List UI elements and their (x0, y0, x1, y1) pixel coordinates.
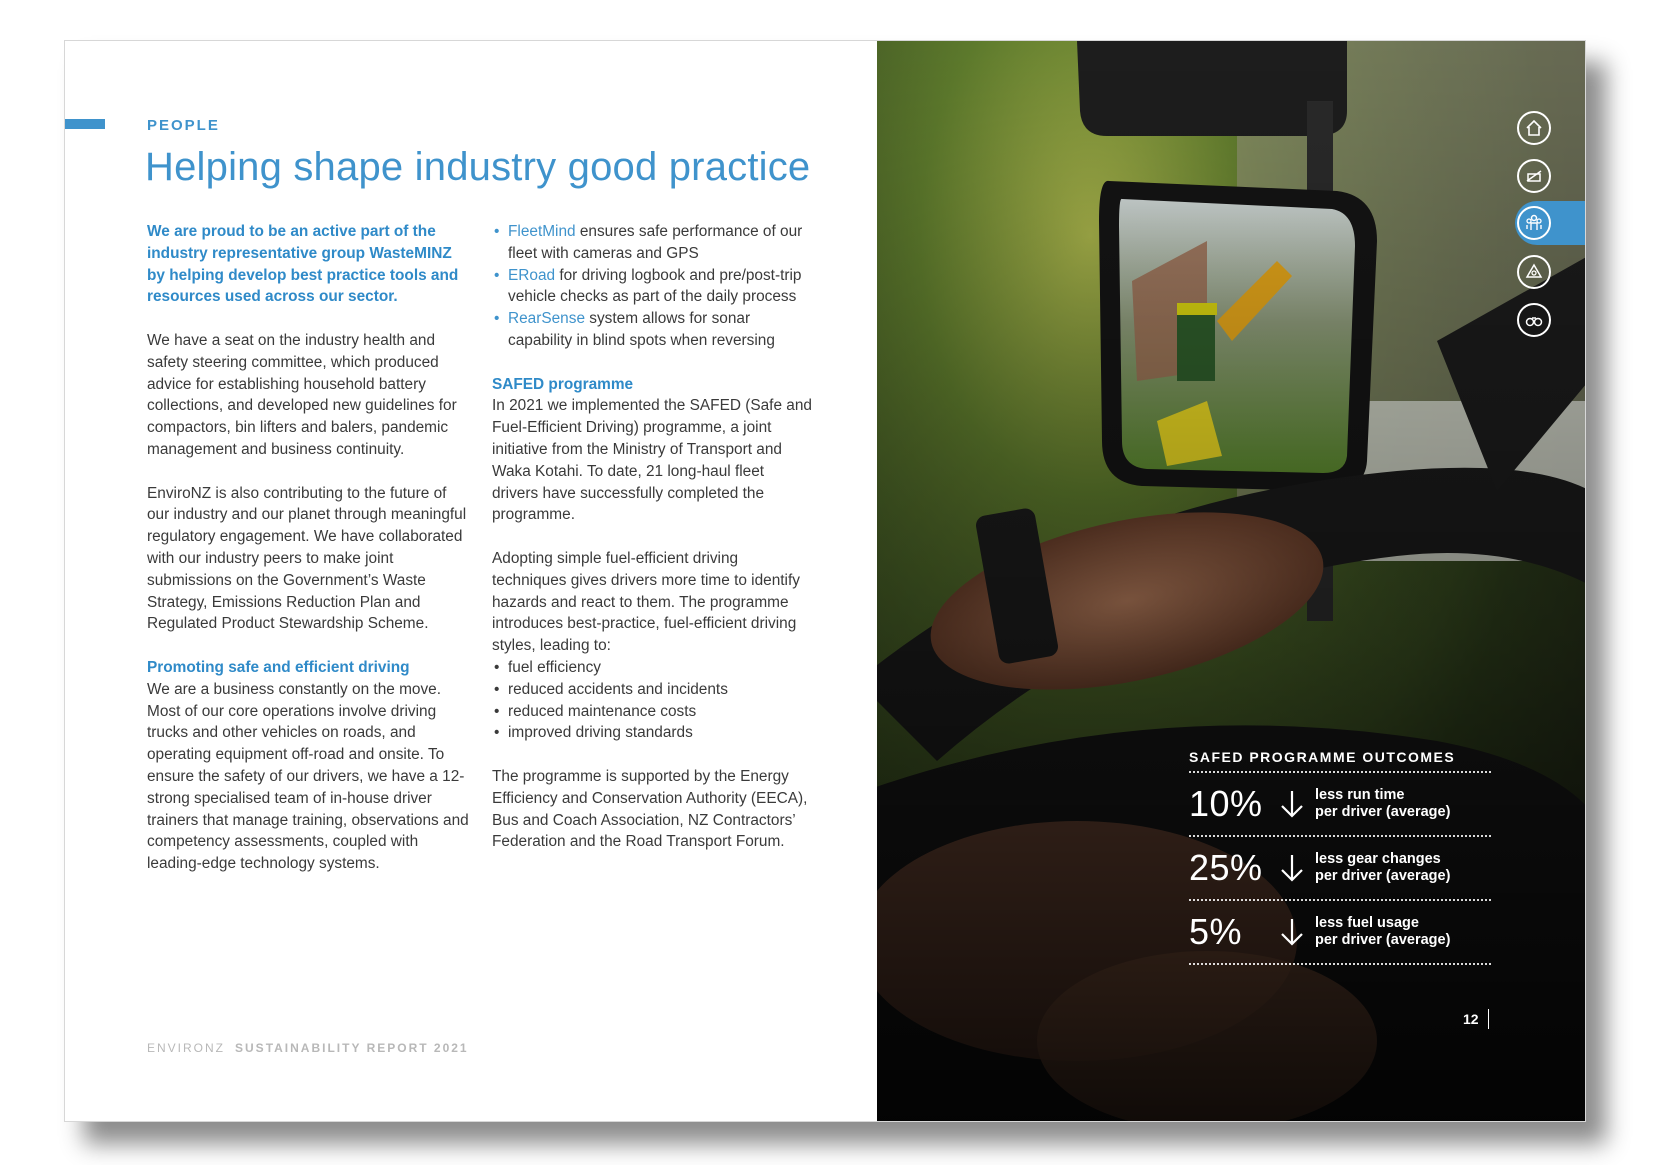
list-item (492, 308, 812, 352)
down-arrow-icon (1269, 853, 1315, 883)
outcome-line1: less fuel usage (1315, 915, 1419, 931)
section-accent-bar (65, 119, 105, 129)
divider (1189, 963, 1491, 965)
benefits-list (492, 657, 812, 744)
intro-paragraph: We are proud to be an active part of the industry representative group WasteMINZ by helping develop best practice tools and resources used across our sector. (147, 223, 459, 306)
paragraph-steering-committee: We have a seat on the industry health and safety steering committee, which produced advice for establishing household battery collections, and developed new guidelines for compactors, bin lifters and balers, pandemic management and business continuity. (147, 331, 457, 458)
down-arrow-icon (1269, 917, 1315, 947)
paragraph-driving: We are a business constantly on the move. Most of our core operations involve driving trucks and other vehicles on roads, and operating equipment off-road and onsite. To ensure the safety of our drivers, we have a 12-strong specialised team of in-house driver trainers that manage training, observations and competency assessments, coupled with leading-edge technology systems. (147, 680, 469, 873)
outcome-value: 25% (1189, 847, 1263, 888)
page-footer (147, 1041, 469, 1055)
tool-description: system allows for sonar capability in blind spots when reversing (508, 310, 775, 349)
subhead-safed: SAFED programme (492, 375, 634, 393)
right-column (492, 221, 812, 875)
outcomes-title: SAFED PROGRAMME OUTCOMES (1189, 749, 1456, 765)
technology-list (492, 221, 812, 352)
tool-name-rearsense: RearSense (508, 310, 585, 328)
outcome-line2: per driver (average) (1315, 868, 1451, 884)
list-item: • reduced accidents and incidents (492, 679, 812, 701)
nav-people-button[interactable] (1517, 206, 1551, 240)
list-item: • improved driving standards (492, 722, 812, 744)
outcome-line1: less gear changes (1315, 851, 1441, 867)
left-column (147, 221, 472, 897)
nav-home-button[interactable] (1517, 111, 1551, 145)
safed-outcomes-panel (1189, 749, 1491, 965)
outcome-row (1189, 901, 1491, 963)
outcome-row (1189, 837, 1491, 899)
tool-description: for driving logbook and pre/post-trip vehicle checks as part of the daily process (508, 266, 802, 306)
outcome-description (1315, 851, 1450, 885)
paragraph-regulatory-engagement: EnviroNZ is also contributing to the future of our industry and our planet through meaningful regulatory engagement. We have collaborated with our industry peers to make joint submissions on the Government’s Waste Strategy, Emissions Reduction Plan and Regulated Product Stewardship Scheme. (147, 484, 467, 633)
outcome-value: 10% (1189, 783, 1263, 824)
down-arrow-icon (1269, 789, 1315, 819)
outcome-description (1315, 787, 1450, 821)
list-item (492, 265, 812, 309)
report-spread (64, 40, 1586, 1122)
nav-environment-button[interactable] (1517, 159, 1551, 193)
outcome-row (1189, 773, 1491, 835)
right-page-photo (877, 41, 1586, 1121)
environment-icon (1524, 166, 1544, 186)
nav-recycle-button[interactable] (1517, 255, 1551, 289)
footer-report-title: SUSTAINABILITY REPORT 2021 (235, 1041, 469, 1055)
home-icon (1524, 118, 1544, 138)
outcome-description (1315, 915, 1450, 949)
list-item: • reduced maintenance costs (492, 701, 812, 723)
paragraph-supporters: The programme is supported by the Energy Efficiency and Conservation Authority (EECA), Bus and Coach Association, NZ Contractors’ Federation and the Road Transport Forum. (492, 767, 808, 851)
tool-name-fleetmind: FleetMind (508, 223, 576, 240)
list-item (492, 221, 812, 265)
list-item: • fuel efficiency (492, 657, 812, 679)
page-title: Helping shape industry good practice (145, 145, 811, 189)
tool-name-eroad: ERoad (508, 266, 556, 284)
outcome-value: 5% (1189, 911, 1243, 952)
people-icon (1524, 213, 1544, 233)
subhead-safe-driving: Promoting safe and efficient driving (147, 658, 410, 676)
page-number: 12 (1463, 1011, 1479, 1027)
paragraph-techniques: Adopting simple fuel-efficient driving techniques gives drivers more time to identify hazards and react to them. The programme introduces best-practice, fuel-efficient driving styles, leading to: (492, 549, 800, 655)
footer-brand: ENVIRONZ (147, 1041, 226, 1055)
recycle-icon (1524, 262, 1544, 282)
safed-section (492, 374, 812, 527)
page-number-rule (1488, 1009, 1489, 1029)
section-label: PEOPLE (147, 117, 220, 134)
outcome-line2: per driver (average) (1315, 932, 1451, 948)
left-page (65, 41, 877, 1121)
nav-outlook-button[interactable] (1517, 303, 1551, 337)
paragraph-safed-intro: In 2021 we implemented the SAFED (Safe and Fuel-Efficient Driving) programme, a joint initiative from the Ministry of Transport and Waka Kotahi. To date, 21 long-haul fleet drivers have successfully completed the programme. (492, 397, 812, 524)
tool-description: ensures safe performance of our fleet with cameras and GPS (508, 223, 803, 262)
outcome-line1: less run time (1315, 787, 1405, 803)
outcome-line2: per driver (average) (1315, 804, 1451, 820)
driving-section (147, 657, 472, 875)
binoculars-icon (1524, 310, 1544, 330)
